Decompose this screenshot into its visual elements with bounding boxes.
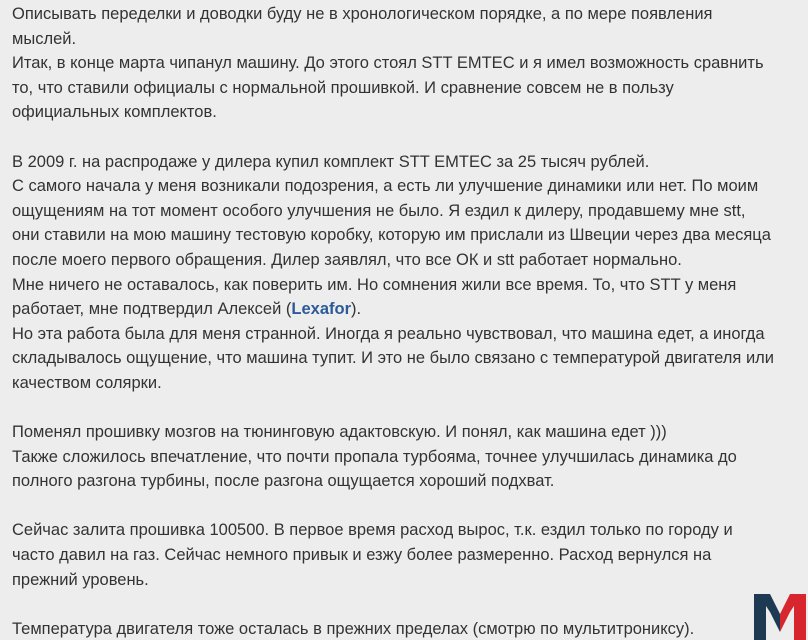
site-logo-m-icon (754, 592, 806, 640)
text-line: Температура двигателя тоже осталась в прежних пределах (смотрю по мультитрониксу). (12, 619, 695, 638)
text-line: Сейчас залита прошивка 100500. В первое время расход вырос, т.к. ездил только по городу и (12, 521, 733, 540)
user-link-lexafor[interactable]: Lexafor (291, 300, 351, 319)
text-line: Итак, в конце марта чипанул машину. До этого стоял STT EMTEC и я имел возможность сравнить (12, 54, 764, 73)
text-line: Мне ничего не оставалось, как поверить им. Но сомнения жили все время. То, что STT у меня (12, 275, 737, 294)
text-line: официальных комплектов. (12, 103, 217, 122)
text-line: складывалось ощущение, что машина тупит. И это не было связано с температурой двигателя или (12, 349, 775, 368)
text-line: часто давил на газ. Сейчас немного привык и езжу более размеренно. Расход вернулся на (12, 546, 712, 565)
text-line: то, что ставили официалы с нормальной прошивкой. И сравнение совсем не в пользу (12, 78, 674, 97)
text-line: качеством солярки. (12, 373, 162, 392)
text-fragment: работает, мне подтвердил Алексей ( (12, 300, 292, 319)
text-line: Но эта работа была для меня странной. Иногда я реально чувствовал, что машина едет, а иногда (12, 324, 765, 343)
text-line: ощущениям на тот момент особого улучшения не было. Я ездил к дилеру, продавшему мне stt, (12, 201, 746, 220)
text-line-with-link (12, 297, 808, 322)
text-line: мыслей. (12, 29, 77, 48)
text-line: Поменял прошивку мозгов на тюнинговую адактовскую. И понял, как машина едет ))) (12, 423, 667, 442)
text-line: В 2009 г. на распродаже у дилера купил комплект STT EMTEC за 25 тысяч рублей. (12, 152, 650, 171)
text-fragment: ). (351, 300, 362, 319)
text-line: после моего первого обращения. Дилер заявлял, что все ОК и stt работает нормально. (12, 250, 682, 269)
text-line: они ставили на мою машину тестовую коробку, которую им прислали из Швеции через два месяца (12, 226, 771, 245)
paragraph-stt-history (12, 150, 808, 396)
text-line: С самого начала у меня возникали подозрения, а есть ли улучшение динамики или нет. По моим (12, 177, 759, 196)
paragraph-consumption (12, 518, 808, 592)
paragraph-firmware (12, 420, 808, 494)
text-line: прежний уровень. (12, 570, 149, 589)
text-line: Описывать переделки и доводки буду не в хронологическом порядке, а по мере появления (12, 5, 713, 23)
text-line: полного разгона турбины, после разгона ощущается хороший подхват. (12, 472, 555, 491)
text-line: Также сложилось впечатление, что почти пропала турбояма, точнее улучшилась динамика до (12, 447, 737, 466)
paragraph-temperature (12, 617, 808, 640)
paragraph-intro (12, 2, 808, 125)
